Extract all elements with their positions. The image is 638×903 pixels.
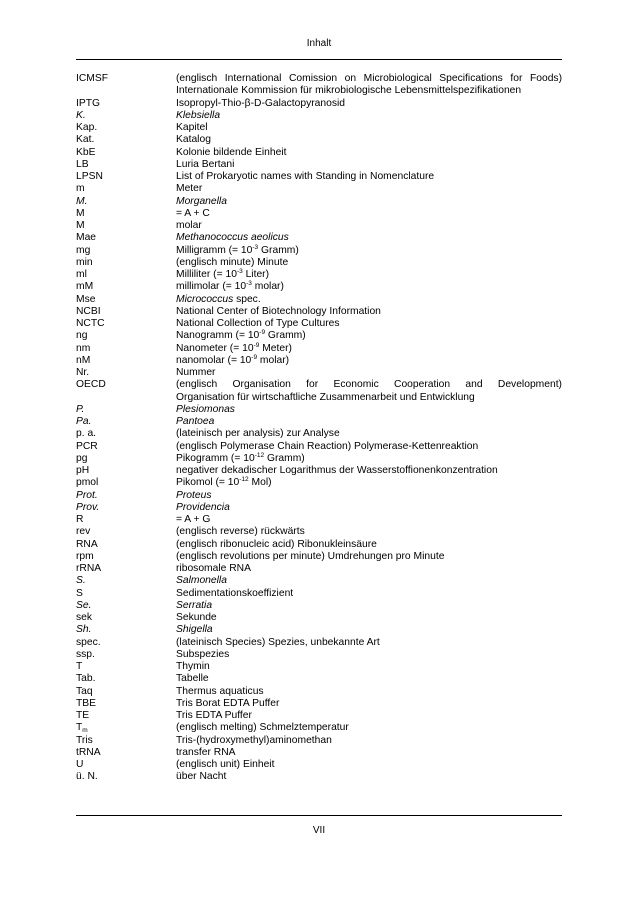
- abbreviation-definition: Shigella: [176, 624, 213, 636]
- abbreviation-term: m: [76, 183, 85, 195]
- exponent: -3: [246, 280, 252, 288]
- abbreviation-row: [76, 710, 562, 722]
- abbreviation-row: [76, 698, 562, 710]
- abbreviation-row: [76, 159, 562, 171]
- definition-text: Mol): [248, 477, 272, 489]
- abbreviation-row: [76, 600, 562, 612]
- abbreviation-term: U: [76, 759, 84, 770]
- abbreviation-row: [76, 110, 562, 122]
- abbreviation-term: LPSN: [76, 171, 103, 182]
- abbreviation-row: [76, 673, 562, 685]
- page-header: [0, 38, 638, 49]
- abbreviation-term: TE: [76, 710, 90, 721]
- abbreviation-definition: Katalog: [176, 134, 211, 146]
- abbreviation-definition: (englisch Polymerase Chain Reaction) Polymerase-Kettenreaktion: [176, 440, 479, 452]
- abbreviation-row: [76, 465, 562, 477]
- abbreviation-row: [76, 367, 562, 379]
- abbreviation-definition: Proteus: [176, 489, 212, 501]
- abbreviation-definition: (englisch melting) Schmelztemperatur: [176, 722, 349, 734]
- abbreviation-row: [76, 514, 562, 526]
- abbreviation-term: rev: [76, 526, 91, 538]
- abbreviation-definition: negativer dekadischer Logarithmus der Wasserstoffionenkonzentration: [176, 465, 498, 476]
- exponent: -3: [236, 268, 243, 275]
- abbreviation-row: [76, 257, 562, 269]
- abbreviation-definition: Kapitel: [176, 122, 208, 133]
- definition-text: molar): [257, 354, 290, 366]
- abbreviation-term: S.: [76, 575, 86, 587]
- abbreviation-term: Sh.: [76, 624, 92, 636]
- abbreviation-definition: [176, 73, 562, 98]
- abbreviation-term: Mse: [76, 293, 96, 305]
- abbreviation-row: [76, 747, 562, 759]
- abbreviation-term: T: [76, 661, 83, 672]
- abbreviation-definition: [176, 477, 562, 489]
- abbreviation-row: [76, 147, 562, 159]
- abbreviation-row: [76, 294, 562, 306]
- definition-line: (englisch Organisation for Economic Cooperation and Development): [176, 379, 562, 391]
- abbreviation-row: [76, 343, 562, 355]
- definition-text: Milligramm (= 10: [176, 244, 253, 256]
- abbreviation-term: Tris: [76, 734, 93, 746]
- abbreviation-definition: [176, 355, 562, 367]
- abbreviation-term: PCR: [76, 440, 98, 452]
- abbreviation-definition: [176, 330, 562, 342]
- abbreviation-definition: Klebsiella: [176, 109, 221, 121]
- abbreviation-row: [76, 306, 562, 318]
- abbreviation-definition: [176, 379, 562, 404]
- abbreviation-term: OECD: [76, 379, 106, 391]
- abbreviation-term: K.: [76, 109, 86, 121]
- definition-text: nanomolar (= 10: [176, 354, 252, 366]
- definition-text: millimolar (= 10: [176, 281, 247, 293]
- abbreviation-term: pmol: [76, 477, 99, 489]
- definition-text: spec.: [233, 293, 261, 305]
- abbreviation-definition: (lateinisch per analysis) zur Analyse: [176, 428, 340, 440]
- abbreviation-term: [76, 722, 176, 734]
- abbreviation-row: [76, 575, 562, 587]
- abbreviation-row: [76, 379, 562, 404]
- abbreviation-definition: Tris Borat EDTA Puffer: [176, 697, 280, 709]
- abbreviation-row: [76, 318, 562, 330]
- abbreviation-row: [76, 637, 562, 649]
- abbreviation-row: [76, 196, 562, 208]
- abbreviation-term: Kat.: [76, 134, 95, 146]
- abbreviation-definition: Plesiomonas: [176, 403, 235, 415]
- abbreviation-definition: National Center of Biotechnology Information: [176, 305, 381, 317]
- abbreviation-definition: Methanococcus aeolicus: [176, 232, 289, 244]
- abbreviation-row: [76, 281, 562, 293]
- abbreviation-row: [76, 404, 562, 416]
- abbreviation-term: ng: [76, 330, 88, 342]
- definition-text: Liter): [242, 269, 270, 280]
- abbreviation-term: R: [76, 514, 84, 525]
- exponent: -9: [253, 341, 260, 349]
- abbreviation-row: [76, 73, 562, 98]
- abbreviation-term: Taq: [76, 685, 93, 697]
- abbreviation-row: [76, 453, 562, 465]
- abbreviation-definition: Isopropyl-Thio-β-D-Galactopyranosid: [176, 97, 346, 109]
- abbreviation-row: [76, 330, 562, 342]
- abbreviation-term: p. a.: [76, 428, 97, 440]
- abbreviation-term: spec.: [76, 636, 101, 648]
- abbreviation-definition: Tris-(hydroxymethyl)aminomethan: [176, 734, 332, 746]
- running-title: Inhalt: [306, 38, 332, 49]
- abbreviation-definition: Providencia: [176, 501, 230, 513]
- term-text: T: [76, 722, 83, 734]
- abbreviation-term: ICMSF: [76, 73, 109, 84]
- definition-text: Nanogramm (= 10: [176, 330, 260, 342]
- abbreviation-term: rpm: [76, 550, 94, 562]
- abbreviation-term: M: [76, 220, 85, 231]
- abbreviation-term: LB: [76, 158, 89, 170]
- abbreviation-row: [76, 416, 562, 428]
- abbreviation-definition: Luria Bertani: [176, 158, 235, 170]
- definition-text: Pikomol (= 10: [176, 477, 240, 489]
- abbreviation-definition: = A + C: [176, 207, 210, 219]
- abbreviation-row: [76, 171, 562, 183]
- abbreviation-term: Mae: [76, 232, 97, 244]
- abbreviation-row: [76, 649, 562, 661]
- exponent: -12: [254, 451, 265, 459]
- abbreviation-row: [76, 771, 562, 783]
- definition-text: Gramm): [265, 330, 306, 342]
- abbreviation-term: min: [76, 256, 93, 268]
- abbreviation-row: [76, 759, 562, 771]
- abbreviation-list: [76, 73, 562, 784]
- abbreviation-row: [76, 183, 562, 195]
- abbreviation-definition: National Collection of Type Cultures: [176, 318, 340, 329]
- abbreviation-definition: = A + G: [176, 514, 211, 525]
- abbreviation-term: nm: [76, 342, 91, 354]
- abbreviation-term: ml: [76, 269, 87, 280]
- definition-text: Meter): [259, 342, 292, 354]
- exponent: -3: [252, 243, 259, 251]
- abbreviation-term: rRNA: [76, 563, 102, 574]
- abbreviation-definition: [176, 269, 562, 281]
- definition-text: Gramm): [258, 244, 299, 256]
- abbreviation-definition: (englisch unit) Einheit: [176, 759, 275, 770]
- abbreviation-row: [76, 428, 562, 440]
- abbreviation-definition: List of Prokaryotic names with Standing in Nomenclature: [176, 171, 435, 182]
- abbreviation-row: [76, 122, 562, 134]
- abbreviation-row: [76, 502, 562, 514]
- abbreviation-term: RNA: [76, 538, 98, 550]
- abbreviation-row: [76, 686, 562, 698]
- abbreviation-row: [76, 220, 562, 232]
- abbreviation-definition: [176, 343, 562, 355]
- abbreviation-row: [76, 612, 562, 624]
- abbreviation-definition: (lateinisch Species) Spezies, unbekannte Art: [176, 636, 380, 648]
- abbreviation-term: P.: [76, 403, 85, 415]
- abbreviation-term: pH: [76, 465, 90, 476]
- abbreviation-definition: Tris EDTA Puffer: [176, 710, 252, 721]
- abbreviation-term: mM: [76, 281, 94, 293]
- abbreviation-term: Prov.: [76, 501, 100, 513]
- abbreviation-row: [76, 269, 562, 281]
- abbreviation-row: [76, 98, 562, 110]
- abbreviation-definition: [176, 281, 562, 293]
- exponent: -9: [259, 329, 266, 337]
- abbreviation-row: [76, 624, 562, 636]
- abbreviation-term: Se.: [76, 599, 92, 611]
- abbreviation-definition: (englisch revolutions per minute) Umdrehungen pro Minute: [176, 550, 445, 562]
- abbreviation-row: [76, 490, 562, 502]
- abbreviation-definition: Thermus aquaticus: [176, 685, 264, 697]
- abbreviation-definition: transfer RNA: [176, 746, 236, 758]
- abbreviation-term: NCBI: [76, 305, 101, 317]
- definition-text: Gramm): [264, 452, 305, 464]
- abbreviation-term: NCTC: [76, 318, 105, 329]
- page-number: VII: [312, 825, 326, 836]
- abbreviation-definition: [176, 453, 562, 465]
- abbreviation-definition: Meter: [176, 183, 203, 195]
- abbreviation-definition: Sedimentationskoeffizient: [176, 587, 294, 599]
- abbreviation-row: [76, 551, 562, 563]
- abbreviation-definition: (englisch minute) Minute: [176, 256, 289, 268]
- abbreviation-definition: (englisch ribonucleic acid) Ribonukleinsäure: [176, 538, 377, 550]
- abbreviation-definition: Nummer: [176, 367, 216, 378]
- page-footer: [0, 825, 638, 836]
- abbreviation-term: Tab.: [76, 673, 96, 685]
- abbreviation-term: Kap.: [76, 122, 98, 133]
- abbreviation-row: [76, 232, 562, 244]
- abbreviation-row: [76, 355, 562, 367]
- abbreviation-row: [76, 208, 562, 220]
- abbreviation-term: M: [76, 207, 85, 219]
- definition-line: (englisch International Comission on Microbiological Specifications for Foods): [176, 73, 562, 84]
- abbreviation-term: tRNA: [76, 746, 101, 758]
- footer-rule: [76, 815, 562, 816]
- abbreviation-term: M.: [76, 195, 88, 207]
- abbreviation-term: IPTG: [76, 97, 101, 109]
- abbreviation-definition: [176, 245, 562, 257]
- definition-text: Nanometer (= 10: [176, 342, 254, 354]
- abbreviation-definition: [176, 294, 562, 306]
- abbreviation-definition: Sekunde: [176, 612, 217, 623]
- abbreviation-term: ssp.: [76, 648, 95, 660]
- abbreviation-row: [76, 539, 562, 551]
- definition-text: molar): [251, 281, 284, 293]
- abbreviation-definition: Morganella: [176, 195, 227, 207]
- abbreviation-row: [76, 563, 562, 575]
- abbreviation-definition: (englisch reverse) rückwärts: [176, 526, 305, 538]
- genus-name: Micrococcus: [176, 293, 234, 305]
- abbreviation-term: TBE: [76, 697, 97, 709]
- abbreviation-definition: über Nacht: [176, 771, 227, 783]
- header-rule: [76, 59, 562, 60]
- definition-line: Organisation für wirtschaftliche Zusammenarbeit und Entwicklung: [176, 391, 475, 403]
- abbreviation-definition: ribosomale RNA: [176, 563, 251, 574]
- abbreviation-term: mg: [76, 244, 91, 256]
- abbreviation-term: pg: [76, 452, 88, 464]
- subscript: m: [82, 727, 88, 735]
- abbreviation-row: [76, 526, 562, 538]
- abbreviation-row: [76, 134, 562, 146]
- abbreviation-row: [76, 735, 562, 747]
- definition-line: Internationale Kommission für mikrobiologische Lebensmittelspezifikationen: [176, 85, 522, 97]
- abbreviation-definition: Kolonie bildende Einheit: [176, 146, 287, 158]
- abbreviation-definition: Serratia: [176, 599, 213, 611]
- abbreviation-term: Nr.: [76, 367, 90, 378]
- abbreviation-term: nM: [76, 354, 91, 366]
- abbreviation-term: KbE: [76, 146, 96, 158]
- abbreviation-row: [76, 245, 562, 257]
- abbreviation-row: [76, 661, 562, 673]
- abbreviation-definition: Pantoea: [176, 416, 215, 427]
- abbreviation-definition: molar: [176, 220, 202, 231]
- abbreviation-row: [76, 588, 562, 600]
- abbreviation-definition: Subspezies: [176, 648, 230, 660]
- abbreviation-row: [76, 441, 562, 453]
- abbreviation-term: Pa.: [76, 416, 92, 427]
- abbreviation-term: S: [76, 587, 83, 599]
- abbreviation-row: [76, 477, 562, 489]
- definition-text: Pikogramm (= 10: [176, 452, 255, 464]
- abbreviation-term: sek: [76, 612, 93, 623]
- abbreviation-term: Prot.: [76, 489, 98, 501]
- abbreviation-term: ü. N.: [76, 771, 98, 783]
- abbreviation-definition: Thymin: [176, 661, 210, 672]
- exponent: -12: [239, 476, 249, 484]
- abbreviation-definition: Salmonella: [176, 575, 227, 587]
- definition-text: Milliliter (= 10: [176, 269, 237, 280]
- abbreviation-definition: Tabelle: [176, 673, 209, 685]
- abbreviation-row: [76, 722, 562, 734]
- exponent: -9: [251, 353, 258, 361]
